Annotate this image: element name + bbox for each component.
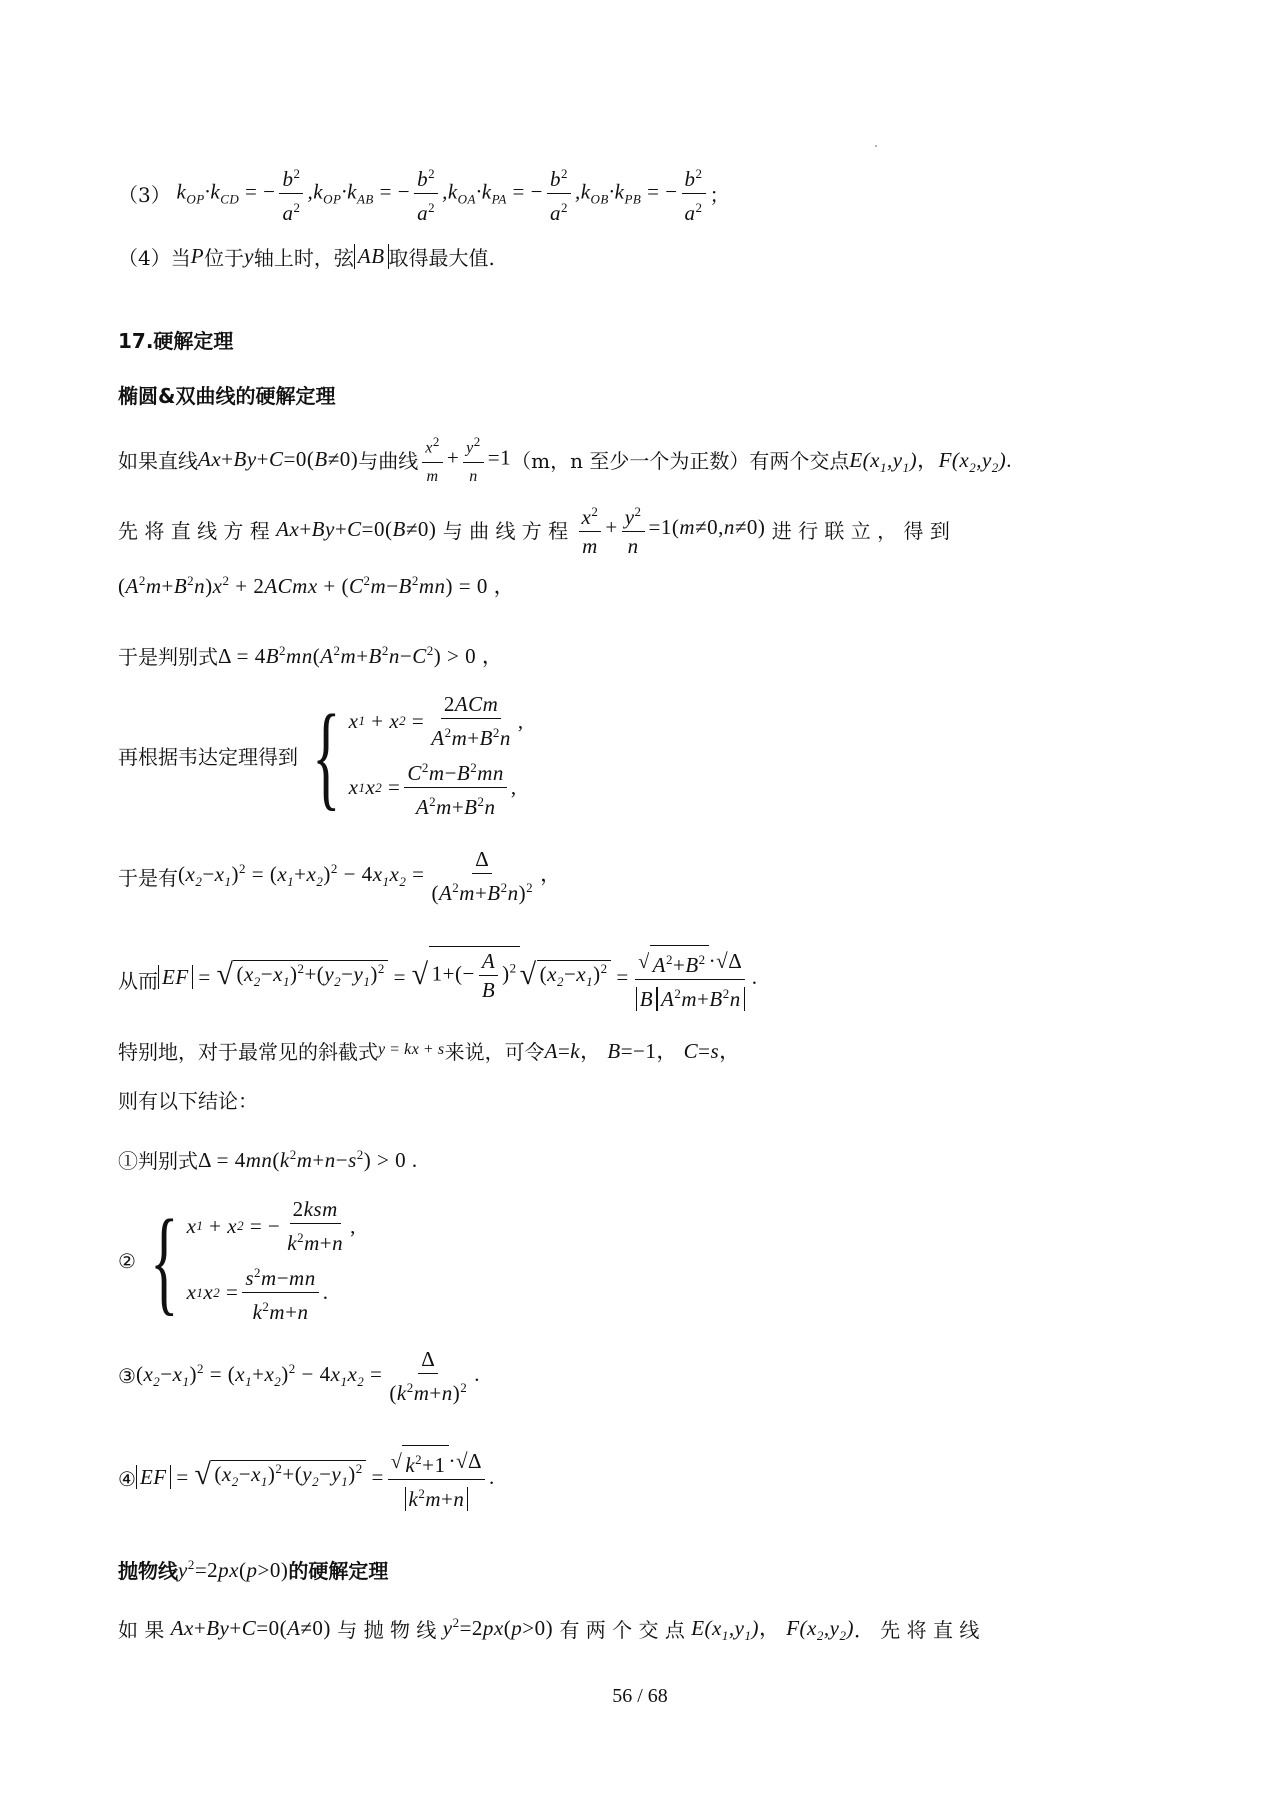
page-number: 56 / 68 (612, 1685, 668, 1707)
item-4-text-2: 位于 (204, 246, 245, 270)
substitution: A=k， B=−1， C=s， (544, 1039, 741, 1063)
c4-label: ④ (118, 1467, 136, 1491)
c3-label: ③ (118, 1364, 136, 1388)
vieta-system: x 1 + x 2 = $\frac{\text{2ACm}}{A^2m+B^2n}$ , x 1 x 2 = $\frac{C^2m-B^2mn}{A^2m+B^2n}$ , (348, 692, 524, 819)
sub2-text-2: 的硬解定理 (288, 1559, 389, 1583)
formula-slopes: $k_{OP}\cdot k_{CD}$ = − $\frac{b^2}{a^2}$ $,k_{OP}\cdot k_{AB}$ = − $\frac{b^2}{a^2}$ $,k_{OA}\cdot k_{PA}$ = − $\frac{b^2}{a^2}$ $,k_{OB}\cdot k_{PB}$ = − $\frac{b^2}{a^2}$ (171, 160, 710, 227)
item-4-text: （4）当 (118, 246, 191, 270)
subsection-heading-parabola (118, 1555, 388, 1584)
var-y: y (244, 244, 254, 268)
vieta-line (118, 690, 524, 821)
p10-text-2: 与 抛 物 线 (337, 1617, 437, 1642)
line-item-3 (118, 160, 730, 227)
conclusion-1-formula: $\Delta = 4mn(k^2m+n-s^2) > 0$ . (198, 1146, 418, 1172)
conclusion-2-system: x 1 + x 2 = − $\frac{\text{2ksm}}{k^2m+n}$ , x 1 x 2 = $\frac{s^2m-mn}{k^2m+n}$ . (186, 1197, 356, 1324)
slope-intercept-form: y = kx + s (378, 1041, 445, 1058)
points-ef-2: $E(x_1,y_1)$， $F(x_2,y_2)$ (691, 1616, 854, 1644)
subsection-heading-ellipse: 椭圆&双曲线的硬解定理 (118, 384, 336, 408)
item-3-end: ； (709, 183, 730, 207)
item-4-text-4: 取得最大值. (388, 246, 495, 270)
item-4-text-3: 轴上时，弦 (253, 246, 354, 270)
parabola-equation: $y^2=2px(p>0)$ (178, 1556, 289, 1582)
parabola-equation-2: $y^2=2px(p>0)$ (442, 1615, 554, 1641)
section-heading: 17.硬解定理 (118, 329, 234, 353)
curve-equation-2: $\frac{x^2}{m}$ + $\frac{y^2}{n}$ =1(m≠0,n≠0) (575, 498, 766, 560)
c2-label: ② (118, 1248, 136, 1273)
paragraph-parabola (118, 1612, 979, 1644)
left-brace: { (312, 689, 341, 821)
chord-length-line (118, 945, 757, 1013)
discriminant-formula: $\Delta = 4B^2mn(A^2m+B^2n-C^2) > 0$ ， (218, 643, 504, 668)
var-p: P (190, 244, 205, 268)
speck (875, 145, 877, 147)
chord-length-formula: EF = √ $(x_2-x_1)^2+(y_2-y_1)^2$ = √ 1+(− $\frac{A}{B}$ )$^2$ √ $(x_2-x_1)^2$ = √ $A^2+B^2$ ·√Δ B $A^2m+B^2n$ . (158, 945, 757, 1013)
p4-text: 于是判别式 (118, 644, 218, 669)
conclusion-3-formula: $(x_2-x_1)^2 = (x_1+x_2)^2 - 4x_1x_2$ = $\frac{\Delta}{(k^2m+n)^2}$ . (135, 1347, 480, 1405)
conclusion-1 (118, 1145, 418, 1174)
p5-text: 再根据韦达定理得到 (118, 745, 298, 769)
p10-text-3: 有 两 个 交 点 (559, 1617, 685, 1642)
p1-text-3: （m，n 至少一个为正数）有两个交点 (511, 449, 850, 474)
p1-text: 如果直线 (118, 449, 198, 474)
quadratic-formula: $(A^2m+B^2n)x^2$ + 2ACmx + $(C^2m-B^2mn) = 0$ ， (118, 573, 516, 598)
line-equation: Ax+By+C=0(B≠0) (198, 447, 359, 472)
conclusion-3 (118, 1345, 480, 1407)
p6-text: 于是有 (118, 865, 178, 890)
p8-text: 特别地，对于最常见的斜截式 (118, 1039, 378, 1064)
p1-text-2: 与曲线 (358, 449, 419, 474)
conclusion-4-formula: EF = √ $(x_2-x_1)^2+(y_2-y_1)^2$ = √ $k^2+1$ ·√Δ $k^2m+n$ . (136, 1445, 495, 1513)
chord-ab: AB (354, 244, 389, 269)
difference-square-line (118, 845, 562, 907)
quadratic-equation (118, 570, 515, 600)
p8-text-2: 来说，可令 (444, 1039, 545, 1064)
p2-text-3: 进 行 联 立 ， 得 到 (771, 518, 950, 543)
p7-text: 从而 (118, 968, 158, 993)
line-equation-3: Ax+By+C=0(A≠0) (170, 1615, 331, 1640)
difference-square-formula: $(x_2-x_1)^2 = (x_1+x_2)^2 - 4x_1x_2$ = $\frac{\Delta}{(A^2m+B^2n)^2}$ ， (178, 847, 562, 905)
c1-text: ①判别式 (118, 1149, 198, 1173)
paragraph-slope-intercept (118, 1035, 741, 1065)
item-3-label: （3） (118, 183, 171, 207)
curve-equation: $\frac{x^2}{m}$ + $\frac{y^2}{n}$ =1 (418, 428, 511, 491)
paragraph-conclusions: 则有以下结论： (118, 1089, 258, 1113)
left-brace-2: { (150, 1194, 179, 1326)
sub2-text: 抛物线 (118, 1559, 178, 1583)
p10-text: 如 果 (118, 1617, 165, 1642)
p2-text-2: 与 曲 线 方 程 (442, 518, 569, 543)
discriminant-line (118, 640, 503, 670)
paragraph-1 (118, 428, 1012, 491)
line-item-4 (118, 242, 495, 271)
conclusion-2 (118, 1195, 356, 1326)
conclusion-4 (118, 1445, 495, 1513)
p10-text-4: ． 先 将 直 线 (853, 1617, 980, 1642)
points-ef: $E(x_1,y_1)$，$F(x_2,y_2)$. (849, 447, 1013, 475)
line-equation-2: Ax+By+C=0(B≠0) (276, 516, 437, 541)
p2-text: 先 将 直 线 方 程 (118, 518, 270, 543)
paragraph-2 (118, 498, 950, 560)
